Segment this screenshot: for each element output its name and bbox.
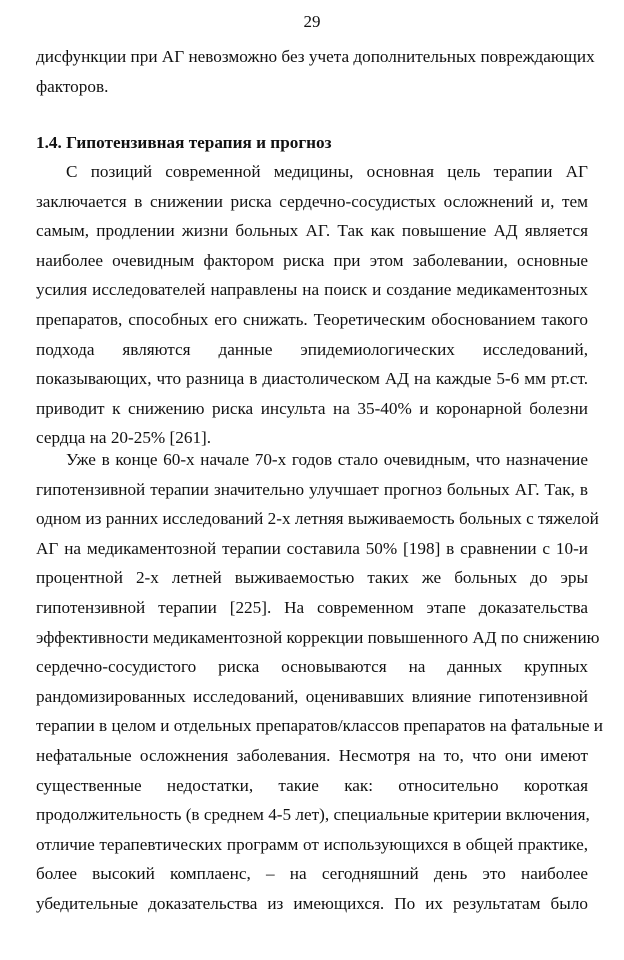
text-line: убедительные доказательства из имеющихся. По их результатам было: [36, 893, 588, 913]
text-line: приводит к снижению риска инсульта на 35-40% и коронарной болезни: [36, 398, 588, 418]
text-line: Уже в конце 60-х начале 70-х годов стало очевидным, что назначение: [66, 450, 588, 469]
text-line: подхода являются данные эпидемиологических исследований,: [36, 339, 588, 359]
paragraph-2: [36, 445, 604, 919]
text-line: продолжительность (в среднем 4-5 лет), специальные критерии включения,: [36, 805, 590, 825]
text-line: эффективности медикаментозной коррекции повышенного АД по снижению: [36, 627, 600, 647]
text-line: АГ на медикаментозной терапии составила 50% [198] в сравнении с 10-и: [36, 538, 588, 558]
text-line: самым, продлении жизни больных АГ. Так как повышение АД является: [36, 221, 588, 241]
text-line: С позиций современной медицины, основная цель терапии АГ: [66, 162, 588, 181]
text-line: отличие терапевтических программ от использующихся в общей практике,: [36, 834, 588, 854]
text-line: усилия исследователей направлены на поиск и создание медикаментозных: [36, 280, 588, 300]
text-line: процентной 2-х летней выживаемостью таких же больных до эры: [36, 568, 588, 588]
text-line: факторов.: [36, 76, 109, 96]
text-line: гипотензивной терапии значительно улучшает прогноз больных АГ. Так, в: [36, 479, 588, 499]
page-number: 29: [303, 12, 321, 31]
text-line: существенные недостатки, такие как: относительно короткая: [36, 775, 588, 795]
text-line: рандомизированных исследований, оценивавших влияние гипотензивной: [36, 686, 588, 706]
paragraph-1: [36, 157, 588, 453]
text-line: заключается в снижении риска сердечно-сосудистых осложнений и, тем: [36, 191, 588, 211]
text-line: препаратов, способных его снижать. Теоретическим обоснованием такого: [36, 309, 588, 329]
text-line: более высокий комплаенс, – на сегодняшний день это наиболее: [36, 864, 588, 884]
text-line: наиболее очевидным фактором риска при этом заболевании, основные: [36, 250, 588, 270]
text-line: сердца на 20-25% [261].: [36, 428, 212, 448]
text-line: гипотензивной терапии [225]. На современном этапе доказательства: [36, 597, 588, 617]
text-line: одном из ранних исследований 2-х летняя выживаемость больных с тяжелой: [36, 509, 599, 529]
text-line: терапии в целом и отдельных препаратов/классов препаратов на фатальные и: [36, 716, 604, 736]
section-heading: 1.4. Гипотензивная терапия и прогноз: [36, 133, 332, 152]
text-line: нефатальные осложнения заболевания. Несмотря на то, что они имеют: [36, 745, 588, 765]
text-line: показывающих, что разница в диастолическом АД на каждые 5-6 мм рт.ст.: [36, 369, 588, 389]
text-line: дисфункции при АГ невозможно без учета дополнительных повреждающих: [36, 47, 595, 66]
text-line: сердечно-сосудистого риска основываются на данных крупных: [36, 657, 588, 677]
intro-text: [36, 42, 595, 101]
